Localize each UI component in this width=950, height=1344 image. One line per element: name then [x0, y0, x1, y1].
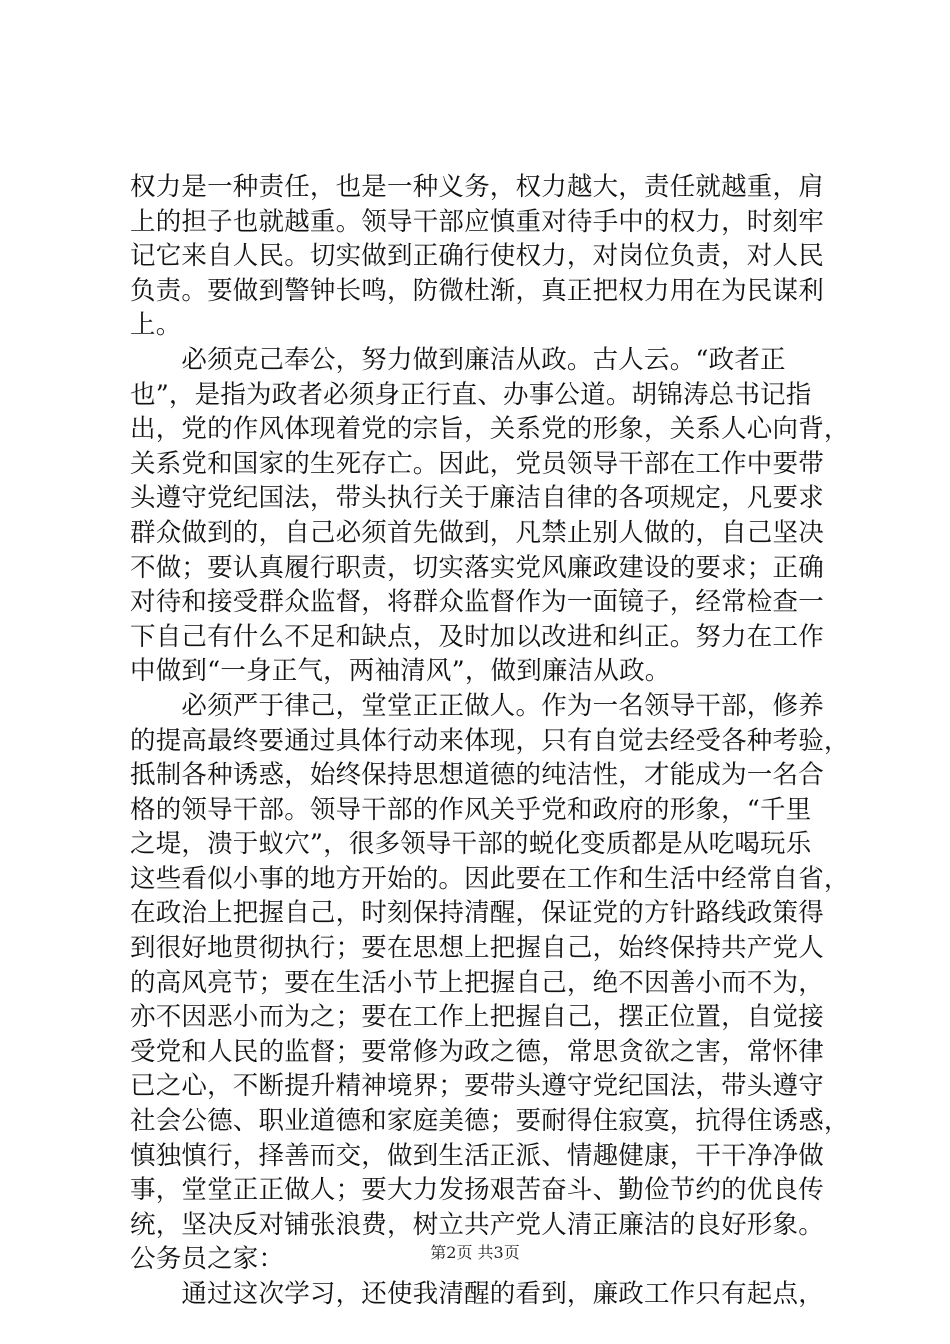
body-text [130, 170, 850, 1312]
page-footer: 第2页 共3页 [430, 1243, 520, 1262]
text-line: 在政治上把握自己，时刻保持清醒，保证党的方针路线政策得 [130, 898, 824, 929]
text-line: 抵制各种诱惑，始终保持思想道德的纯洁性，才能成为一名合 [130, 760, 824, 791]
text-line: 受党和人民的监督；要常修为政之德，常思贪欲之害，常怀律 [130, 1036, 824, 1067]
text-line: 下自己有什么不足和缺点，及时加以改进和纠正。努力在工作 [130, 621, 824, 652]
text-line: 的提高最终要通过具体行动来体现，只有自觉去经受各种考验， [130, 725, 850, 756]
text-line: 事，堂堂正正做人；要大力发扬艰苦奋斗、勤俭节约的优良传 [130, 1175, 824, 1206]
text-line: 必须克己奉公，努力做到廉洁从政。古人云。“政者正 [130, 344, 786, 375]
text-line: 通过这次学习，还使我清醒的看到，廉政工作只有起点， [130, 1279, 824, 1309]
text-line: 已之心，不断提升精神境界；要带头遵守党纪国法，带头遵守 [130, 1071, 824, 1102]
text-line: 对待和接受群众监督，将群众监督作为一面镜子，经常检查一 [130, 587, 824, 618]
text-line: 不做；要认真履行职责，切实落实党风廉政建设的要求；正确 [130, 552, 824, 583]
text-line: 记它来自人民。切实做到正确行使权力，对岗位负责，对人民 [130, 241, 824, 272]
text-line: 统，坚决反对铺张浪费，树立共产党人清正廉洁的良好形象。 [130, 1209, 824, 1240]
text-line: 之堤，溃于蚁穴”，很多领导干部的蜕化变质都是从吃喝玩乐 [130, 829, 812, 860]
text-line: 公务员之家： [130, 1244, 285, 1275]
text-line: 格的领导干部。领导干部的作风关乎党和政府的形象，“千里 [130, 794, 812, 825]
text-line: 必须严于律己，堂堂正正做人。作为一名领导干部，修养 [130, 690, 824, 721]
text-line: 到很好地贯彻执行；要在思想上把握自己，始终保持共产党人 [130, 933, 824, 964]
text-line: 上。 [130, 310, 182, 341]
text-line: 的高风亮节；要在生活小节上把握自己，绝不因善小而不为， [130, 967, 824, 998]
text-line: 亦不因恶小而为之；要在工作上把握自己，摆正位置，自觉接 [130, 1002, 824, 1033]
text-line: 慎独慎行，择善而交，做到生活正派、情趣健康，干干净净做 [130, 1140, 824, 1171]
text-line: 社会公德、职业道德和家庭美德；要耐得住寂寞，抗得住诱惑， [130, 1106, 850, 1137]
text-line: 负责。要做到警钟长鸣，防微杜渐，真正把权力用在为民谋利 [130, 275, 824, 306]
text-line: 权力是一种责任，也是一种义务，权力越大，责任就越重，肩 [130, 172, 824, 202]
text-line: 中做到“一身正气，两袖清风”，做到廉洁从政。 [130, 656, 671, 687]
text-line: 群众做到的，自己必须首先做到，凡禁止别人做的，自己坚决 [130, 517, 824, 548]
text-line: 也”，是指为政者必须身正行直、办事公道。胡锦涛总书记指 [130, 379, 812, 410]
text-line: 关系党和国家的生死存亡。因此，党员领导干部在工作中要带 [130, 448, 824, 479]
text-line: 出，党的作风体现着党的宗旨，关系党的形象，关系人心向背， [130, 414, 850, 445]
text-line: 这些看似小事的地方开始的。因此要在工作和生活中经常自省， [130, 863, 850, 894]
text-line: 头遵守党纪国法，带头执行关于廉洁自律的各项规定，凡要求 [130, 483, 824, 514]
text-line: 上的担子也就越重。领导干部应慎重对待手中的权力，时刻牢 [130, 206, 824, 237]
